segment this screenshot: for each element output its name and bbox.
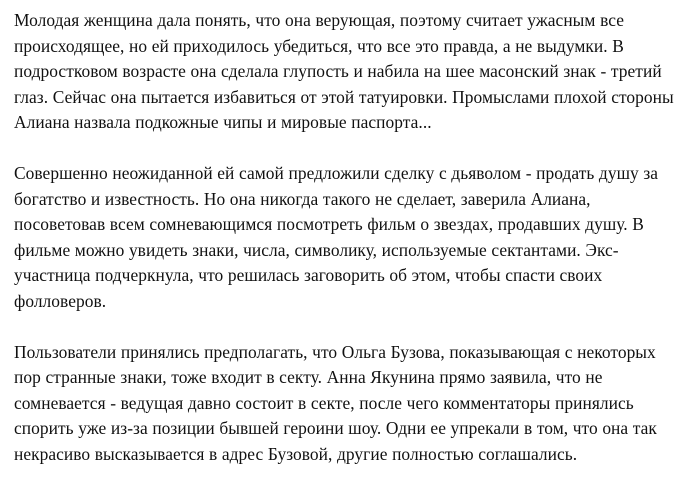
article-paragraph: Молодая женщина дала понять, что она верующая, поэтому считает ужасным все происходящее, но ей приходилось убедиться, что все это правда, а не выдумки. В подростковом возрасте она сделала глупость и набила на шее масонский знак - третий глаз. Сейчас она пытается избавиться от этой татуировки. Промыслами плохой стороны Алиана назвала подкожные чипы и мировые паспорта... [14,10,674,133]
article-paragraph: Совершенно неожиданной ей самой предложили сделку с дьяволом - продать душу за богатство и известность. Но она никогда такого не сделает, заверила Алиана, посоветовав всем сомневающимся посмотреть фильм о звездах, продавших душу. В фильме можно увидеть знаки, числа, символику, используемые сектантами. Экс-участница подчеркнула, что решилась заговорить об этом, чтобы спасти своих фолловеров. [14,162,659,311]
article-paragraph: Пользователи принялись предполагать, что Ольга Бузова, показывающая с некоторых пор странные знаки, тоже входит в секту. Анна Якунина прямо заявила, что не сомневается - ведущая давно состоит в секте, после чего комментаторы принялись спорить уже из-за позиции бывшей героини шоу. Одни ее упрекали в том, что она так некрасиво высказывается в адрес Бузовой, другие полностью соглашались. [14,341,657,464]
